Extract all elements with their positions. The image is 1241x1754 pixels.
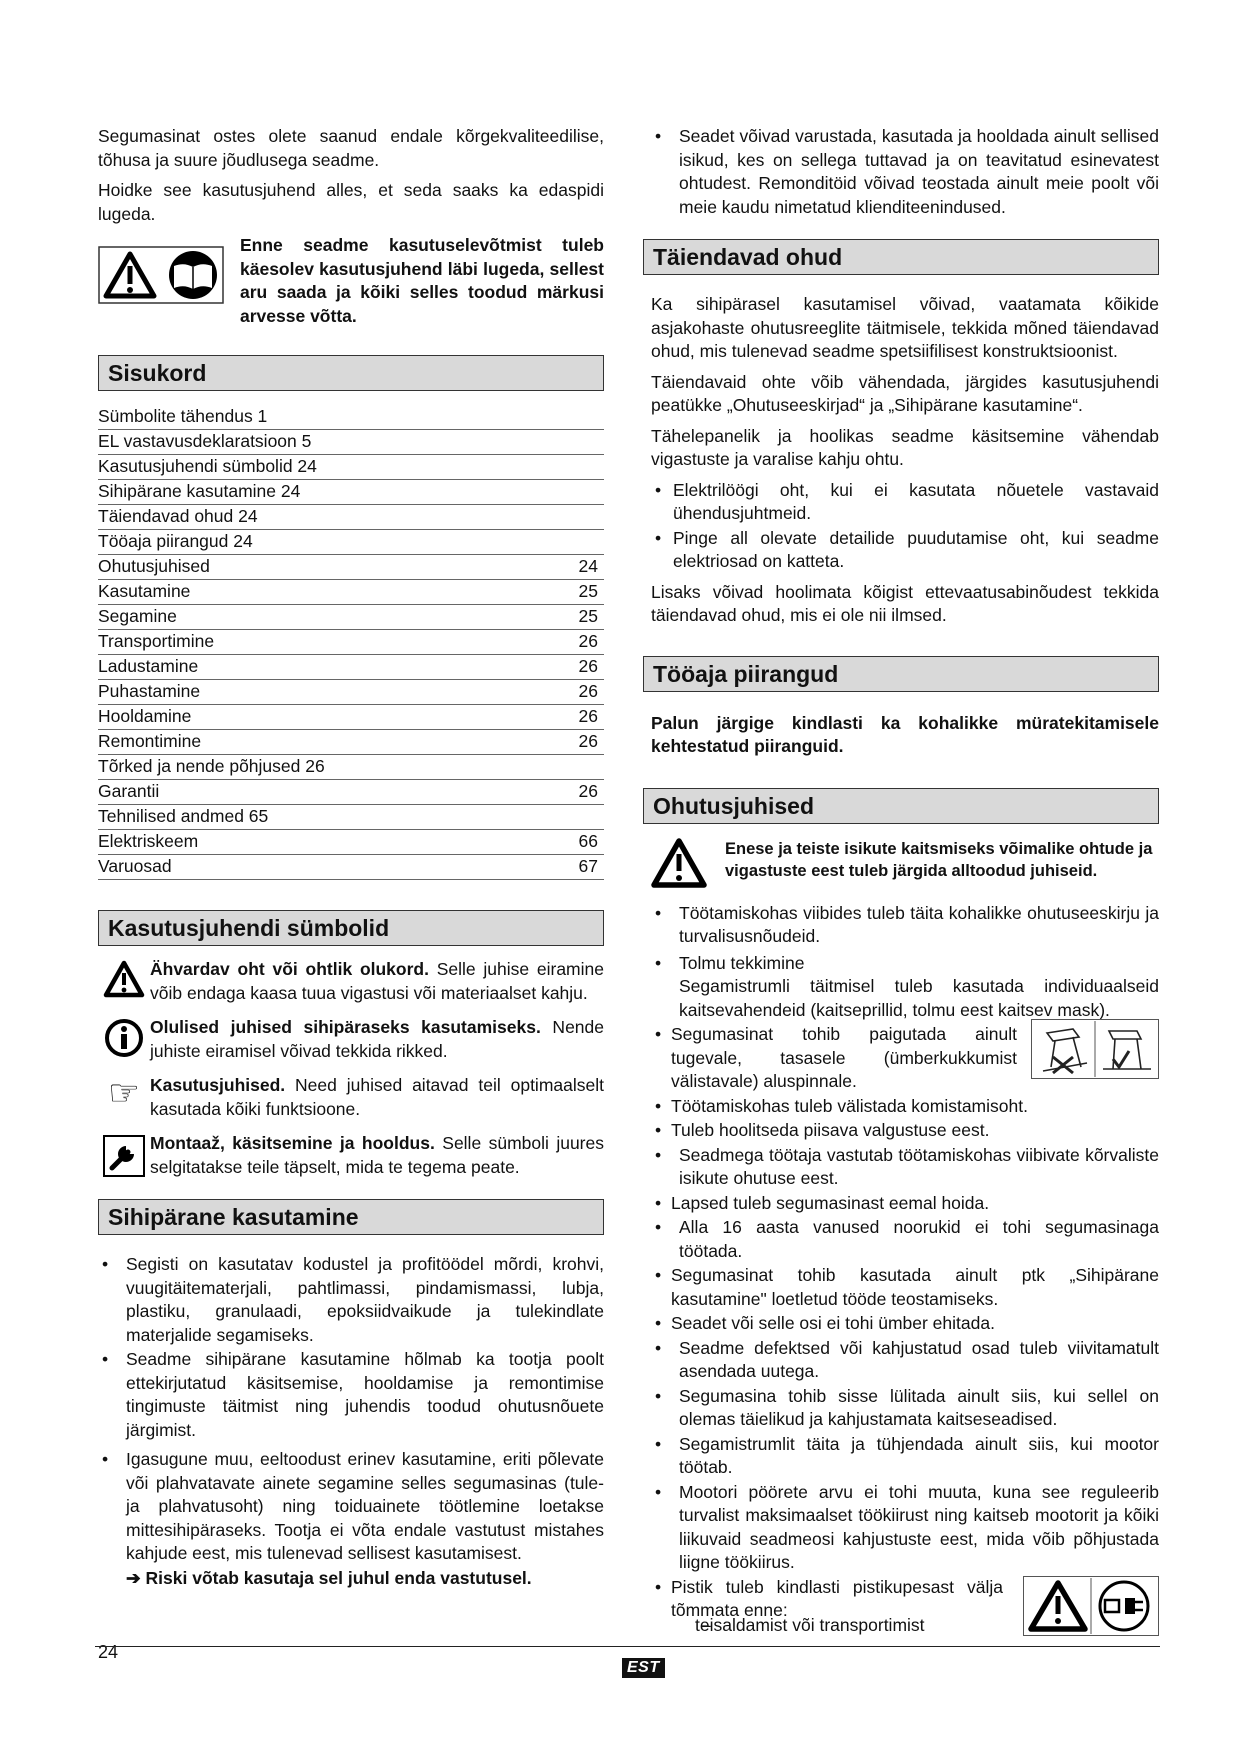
toc-label: Puhastamine (98, 681, 201, 701)
dust-label: Tolmu tekkimine (679, 952, 805, 973)
toc-label: Sihipärane kasutamine 24 (98, 481, 301, 501)
toc-label: Kasutusjuhendi sümbolid 24 (98, 456, 317, 476)
toc-page (598, 430, 604, 454)
safety-item-7: • Lapsed tuleb segumasinast eemal hoida. (651, 1192, 1159, 1216)
safety-item-12: • Segumasina tohib sisse lülitada ainult siis, kui sellel on olemas täielikud ja kahjustamata kaitseseadised. (651, 1385, 1159, 1432)
toc-label: Hooldamine (98, 706, 192, 726)
toc-row (98, 455, 604, 480)
intended-use-item-2: • Seadme sihipärane kasutamine hõlmab ka tootja poolt ettekirjutatud käsitsemise, hooldamise ja remontimise tingimuste täitmist ning juhendis toodud ohutusnõuete järgimist. (98, 1348, 604, 1442)
toc-row (98, 680, 604, 705)
table-of-contents (98, 405, 604, 880)
toc-row (98, 580, 604, 605)
toc-row (98, 505, 604, 530)
symbol-4-bold: Montaaž, käsitsemine ja hooldus. (150, 1133, 435, 1153)
safety-item-15-text: • Pistik tuleb kindlasti pistikupesast välja tõmmata enne: (671, 1576, 1003, 1620)
toc-label: Täiendavad ohud 24 (98, 506, 258, 526)
toc-page: 26 (578, 631, 598, 651)
toc-row (98, 855, 604, 880)
toc-row (98, 430, 604, 455)
safety-item-9: • Segumasinat tohib kasutada ainult ptk „Sihipärane kasutamine" loetletud tööde teostamiseks. (651, 1264, 1159, 1311)
symbol-row-info (98, 1016, 604, 1063)
toc-row (98, 780, 604, 805)
toc-label: Kasutamine (98, 581, 191, 601)
safety-item-11: • Seadme defektsed või kahjustatud osad tuleb viivitamatult asendada uutega. (651, 1337, 1159, 1384)
safety-item-8: • Alla 16 aasta vanused noorukid ei tohi segumasinaga töötada. (651, 1216, 1159, 1263)
toc-label: Tööaja piirangud 24 (98, 531, 253, 551)
safety-item-10: • Seadet või selle osi ei tohi ümber ehitada. (651, 1312, 1159, 1336)
safety-list (651, 902, 1159, 1638)
toc-page: 26 (578, 731, 598, 751)
symbols-heading: Kasutusjuhendi sümbolid (98, 910, 604, 946)
warning-icons-box (98, 246, 226, 311)
safety-item-13: • Segamistrumlit täita ja tühjendada ainult siis, kui mootor töötab. (651, 1433, 1159, 1480)
intended-use-item-3-text: Igasugune muu, eeltoodust erinev kasutamine, eriti põlevate või plahvatavate ainete segamine selles segumasinas (tule- ja plahvatusoht) ning toiduainete töötlemine loetakse mittesihipäraseks. Tootja ei võta endale vastutust mistahes kahjude eest, mis tulenevad sellisest kasutamisest. (126, 1449, 604, 1563)
left-column (98, 125, 604, 1590)
toc-page: 25 (578, 606, 598, 626)
risk-note-text: Riski võtab kasutaja sel juhul enda vastutusel. (145, 1567, 532, 1588)
footer-rule (95, 1646, 1160, 1647)
residual-p1: Ka sihipärasel kasutamisel võivad, vaatamata kõikide asjakohaste ohutusreeglite täitmisele, tekkida mõned täiendavad ohud, mis tulenevad seadme spetsiifilisest konstruktsioonist. (651, 294, 1159, 361)
toc-page: 67 (578, 856, 598, 876)
safety-item-3 (651, 1023, 1159, 1094)
safety-item-2 (651, 952, 1159, 1023)
safety-item-4: • Töötamiskohas tuleb välistada komistamisoht. (651, 1095, 1159, 1119)
residual-item-1: • Elektrilöögi oht, kui ei kasutata nõuetele vastavaid ühendusjuhtmeid. (651, 479, 1159, 526)
toc-page: 24 (578, 556, 598, 576)
symbol-row-danger (98, 958, 604, 1005)
intended-use-heading: Sihipärane kasutamine (98, 1199, 604, 1235)
toc-page (598, 805, 604, 829)
toc-row (98, 480, 604, 505)
toc-page: 26 (578, 706, 598, 726)
read-manual-warning (98, 234, 604, 328)
warning-triangle-icon (651, 838, 707, 888)
mixer-stability-icon (1033, 1021, 1157, 1077)
unplug-subitem: – teisaldamist või transportimist (671, 1614, 1159, 1638)
toc-row (98, 405, 604, 430)
toc-page (598, 755, 604, 779)
toc-label: Sümbolite tähendus 1 (98, 406, 268, 426)
symbol-row-maintenance (98, 1132, 604, 1179)
pointing-hand-icon: ☞ (107, 1073, 141, 1114)
worktime-text: Palun järgige kindlasti ka kohalikke müratekitamisele kehtestatud piiranguid. (651, 712, 1159, 756)
intended-use-list (98, 1253, 604, 1566)
residual-p4: Lisaks võivad hoolimata kõigist ettevaatusabinõudest tekkida täiendavad ohud, mis ei ole nii ilmsed. (651, 581, 1159, 625)
toc-label: EL vastavusdeklaratsioon 5 (98, 431, 312, 451)
toc-row (98, 555, 604, 580)
residual-p2: Täiendavaid ohte võib vähendada, järgides kasutusjuhendi peatükke „Ohutuseeskirjad“ ja „Sihipärane kasutamine“. (651, 371, 1159, 415)
toc-row (98, 655, 604, 680)
warning-triangle-icon (103, 960, 145, 998)
safety-item-14: • Mootori pöörete arvu ei tohi muuta, kuna see reguleerib turvalist maksimaalset töökiirust ning kaitseb mootorit ja kõiki liikuvaid seadmeosi kahjustuste eest, mida võib põhjustada liigne töökiirus. (651, 1481, 1159, 1575)
safety-warning-text: Enese ja teiste isikute kaitsmiseks võimalike ohtude ja vigastuste eest tuleb järgida alltoodud juhiseid. (725, 839, 1153, 880)
symbol-4-text: Selle sümboli juures selgitatakse teile täpselt, mida te tegema peate. (150, 1133, 604, 1177)
toc-label: Segamine (98, 606, 177, 626)
arrow-icon: ➔ (126, 1567, 141, 1588)
safety-item-3-text: • Segumasinat tohib paigutada ainult tugevale, tasasele (ümberkukkumist välistavale) aluspinnale. (671, 1024, 1017, 1091)
toc-label: Transportimine (98, 631, 215, 651)
toc-label: Varuosad (98, 856, 172, 876)
symbols-list (98, 958, 604, 1179)
toc-page (598, 405, 604, 429)
safety-item-1: • Töötamiskohas viibides tuleb täita kohalikke ohutuseeskirju ja turvalisusnõudeid. (651, 902, 1159, 949)
toc-page (598, 530, 604, 554)
read-manual-text: Enne seadme kasutuselevõtmist tuleb käesolev kasutusjuhend läbi lugeda, sellest aru saada ja kõiki selles toodud märkusi arvesse võtta. (240, 235, 604, 326)
intended-use-item-1: • Segisti on kasutatav kodustel ja profitöödel mõrdi, krohvi, vuugitäitematerjali, pahtlimassi, pindamismassi, lubja, plastiku, granulaadi, epoksiidvaikude ja tulekindlate materjalide segamiseks. (98, 1253, 604, 1347)
toc-row (98, 605, 604, 630)
residual-risks-heading: Täiendavad ohud (643, 239, 1159, 275)
toc-page: 25 (578, 581, 598, 601)
safety-item-5: • Tuleb hoolitseda piisava valgustuse eest. (651, 1119, 1159, 1143)
qualified-persons-item: • Seadet võivad varustada, kasutada ja hooldada ainult sellised isikud, kes on sellega tuttavad ja on teavitatud esinevatest ohtudest. Remonditöid võivad teostada ainult meie poolt või meie kaudu nimetatud klienditeenindused. (651, 125, 1159, 219)
page-number: 24 (98, 1642, 119, 1662)
toc-page: 66 (578, 831, 598, 851)
symbol-1-text: Selle juhise eiramine võib endaga kaasa tuua vigastusi või materiaalset kahju. (150, 959, 604, 1003)
symbol-row-usage (98, 1074, 604, 1121)
intro-paragraph-2: Hoidke see kasutusjuhend alles, et seda saaks ka edaspidi lugeda. (98, 180, 604, 224)
symbol-2-text: Nende juhiste eiramisel võivad tekkida rikked. (150, 1017, 605, 1061)
safety-item-15 (651, 1576, 1159, 1638)
toc-row (98, 830, 604, 855)
toc-page (598, 480, 604, 504)
symbol-2-bold: Olulised juhised sihipäraseks kasutamiseks. (150, 1017, 541, 1037)
toc-page: 26 (578, 656, 598, 676)
toc-heading: Sisukord (98, 355, 604, 391)
residual-item-2: • Pinge all olevate detailide puudutamise oht, kui seadme elektriosad on katteta. (651, 527, 1159, 574)
intended-use-item-3 (98, 1448, 604, 1566)
toc-row (98, 805, 604, 830)
toc-row (98, 530, 604, 555)
toc-row (98, 755, 604, 780)
toc-page (598, 455, 604, 479)
symbol-3-bold: Kasutusjuhised. (150, 1075, 286, 1095)
toc-row (98, 630, 604, 655)
symbol-3-text: Need juhised aitavad teil optimaalselt kasutada kõiki funktsioone. (150, 1075, 604, 1119)
right-top-list (651, 125, 1159, 219)
toc-row (98, 730, 604, 755)
wrench-icon (102, 1134, 146, 1178)
toc-label: Garantii (98, 781, 160, 801)
safety-item-6: • Seadmega töötaja vastutab töötamiskohas viibivate kõrvaliste isikute ohutuse eest. (651, 1144, 1159, 1191)
toc-label: Remontimine (98, 731, 202, 751)
toc-row (98, 705, 604, 730)
info-icon (104, 1018, 144, 1058)
residual-list (651, 479, 1159, 574)
toc-label: Ladustamine (98, 656, 199, 676)
right-column (651, 125, 1159, 1638)
risk-note (98, 1567, 604, 1591)
warning-and-manual-icon (98, 246, 224, 304)
dust-text: Segamistrumli täitmisel tuleb kasutada individuaalseid kaitsevahendeid (kaitseprillid, tolmu eest kaitsev mask). (679, 976, 1159, 1020)
toc-label: Elektriskeem (98, 831, 199, 851)
toc-page (598, 505, 604, 529)
worktime-heading: Tööaja piirangud (643, 656, 1159, 692)
toc-label: Tõrked ja nende põhjused 26 (98, 756, 325, 776)
toc-label: Tehnilised andmed 65 (98, 806, 269, 826)
safety-heading: Ohutusjuhised (643, 788, 1159, 824)
residual-p3: Tähelepanelik ja hoolikas seadme käsitsemine vähendab vigastuste ja varalise kahju ohtu. (651, 425, 1159, 469)
toc-label: Ohutusjuhised (98, 556, 210, 576)
safety-warning (651, 838, 1159, 888)
toc-page: 26 (578, 681, 598, 701)
language-badge: EST (622, 1658, 665, 1678)
intro-paragraph-1: Segumasinat ostes olete saanud endale kõrgekvaliteedilise, tõhusa ja suure jõudlusega seadme. (98, 126, 604, 170)
stable-ground-image (1031, 1019, 1159, 1079)
toc-page: 26 (578, 781, 598, 801)
symbol-1-bold: Ähvardav oht või ohtlik olukord. (150, 959, 429, 979)
